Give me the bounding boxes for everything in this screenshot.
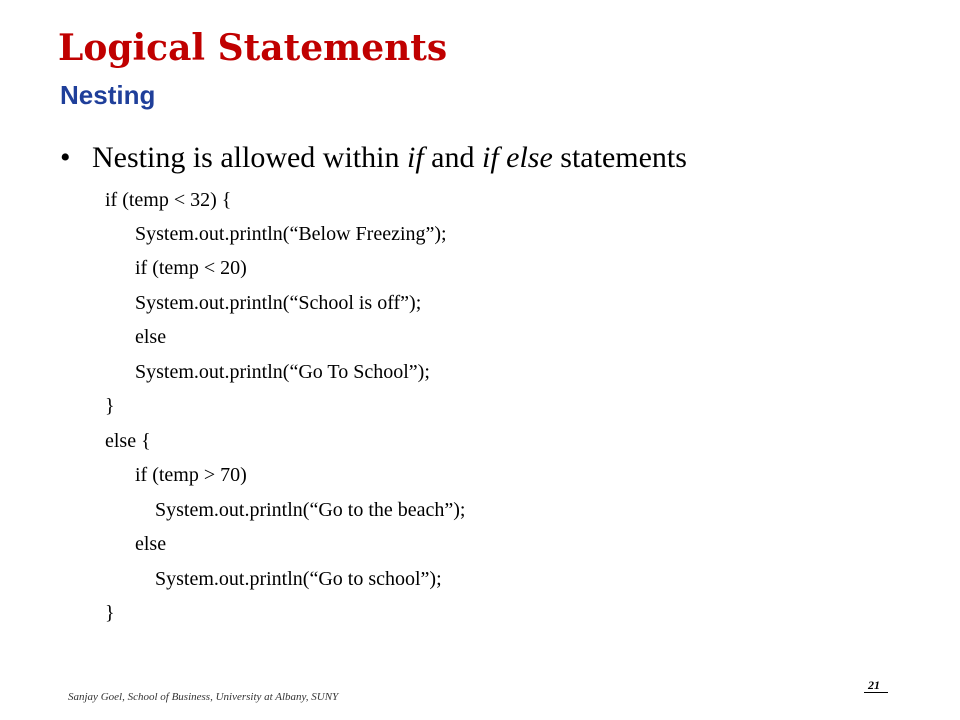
code-line: System.out.println(“Go to the beach”); xyxy=(155,499,466,521)
code-line: } xyxy=(105,395,115,417)
footer-credit: Sanjay Goel, School of Business, University at Albany, SUNY xyxy=(68,691,339,703)
code-line: if (temp < 20) xyxy=(135,257,247,279)
code-line: System.out.println(“Go To School”); xyxy=(135,361,430,383)
page-number: 21 xyxy=(868,678,880,692)
code-line: else xyxy=(135,326,167,348)
code-line: else { xyxy=(105,430,151,452)
code-line: } xyxy=(105,602,115,624)
bullet-text-end: statements xyxy=(552,141,687,174)
slide-subtitle: Nesting xyxy=(60,80,156,110)
bullet-marker: • xyxy=(60,141,71,174)
code-line: System.out.println(“School is off”); xyxy=(135,292,422,314)
code-line: else xyxy=(135,533,167,555)
bullet-item xyxy=(60,138,687,178)
page-number-rule xyxy=(864,692,888,693)
code-line: System.out.println(“Below Freezing”); xyxy=(135,223,447,245)
code-line: System.out.println(“Go to school”); xyxy=(155,568,442,590)
slide-title: Logical Statements xyxy=(58,27,448,69)
code-line: if (temp > 70) xyxy=(135,464,247,486)
bullet-keyword-if: if xyxy=(406,141,424,174)
bullet-keyword-if-else: if else xyxy=(481,141,553,174)
bullet-text-mid: and xyxy=(423,141,482,174)
code-line: if (temp < 32) { xyxy=(105,189,232,211)
bullet-text-start: Nesting is allowed within xyxy=(92,141,407,174)
